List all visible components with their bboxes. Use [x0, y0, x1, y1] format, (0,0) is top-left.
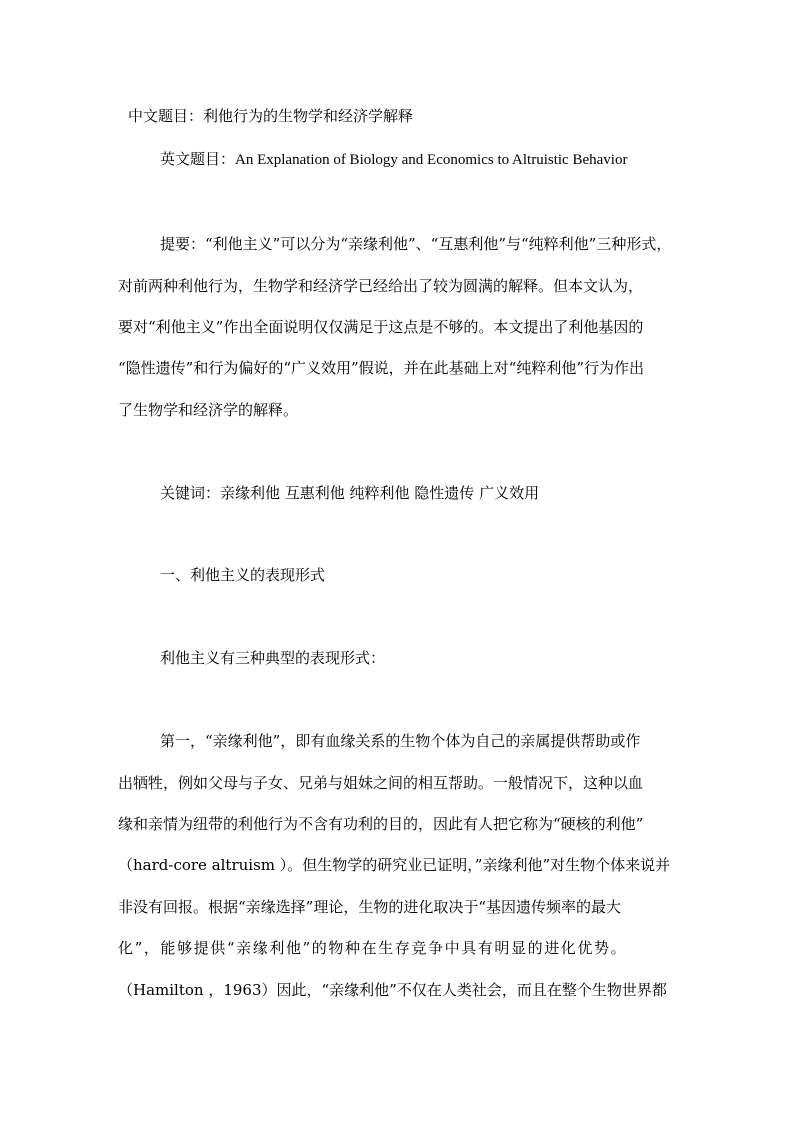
body-line: 非没有回报。根据“亲缘选择”理论，生物的进化取决于“基因遗传频率的最大: [118, 898, 622, 916]
abstract-line: 要对“利他主义”作出全面说明仅仅满足于这点是不够的。本文提出了利他基因的: [118, 318, 644, 336]
english-title: 英文题目：An Explanation of Biology and Economics to Altruistic Behavior: [160, 152, 628, 168]
abstract-line: 提要：“利他主义”可以分为“亲缘利他”、“互惠利他”与“纯粹利他”三种形式，: [160, 235, 672, 253]
body-line: 缘和亲情为纽带的利他行为不含有功利的目的，因此有人把它称为“硬核的利他”: [118, 815, 644, 833]
abstract-line: 了生物学和经济学的解释。: [118, 401, 299, 419]
body-line: 出牺牲，例如父母与子女、兄弟与姐妹之间的相互帮助。一般情况下，这种以血: [118, 774, 644, 792]
body-line: （hard-core altruism ）。但生物学的研究业已证明，”亲缘利他”对生物个体来说并: [118, 856, 671, 874]
body-line: （Hamilton ，1963）因此，“亲缘利他”不仅在人类社会，而且在整个生物世界都: [118, 981, 667, 999]
body-line: 第一，“亲缘利他”，即有血缘关系的生物个体为自己的亲属提供帮助或作: [160, 732, 641, 750]
chinese-title: 中文题目：利他行为的生物学和经济学解释: [128, 107, 414, 125]
abstract-line: 对前两种利他行为，生物学和经济学已经给出了较为圆满的解释。但本文认为，: [118, 277, 644, 295]
section-intro: 利他主义有三种典型的表现形式：: [160, 649, 386, 667]
abstract-line: “隐性遗传”和行为偏好的“广义效用”假说，并在此基础上对“纯粹利他”行为作出: [118, 359, 645, 377]
keywords: 关键词：亲缘利他 互惠利他 纯粹利他 隐性遗传 广义效用: [160, 484, 540, 502]
section-heading: 一、利他主义的表现形式: [160, 566, 326, 584]
body-line: 化”，能够提供“亲缘利他”的物种在生存竞争中具有明显的进化优势。: [118, 939, 628, 957]
